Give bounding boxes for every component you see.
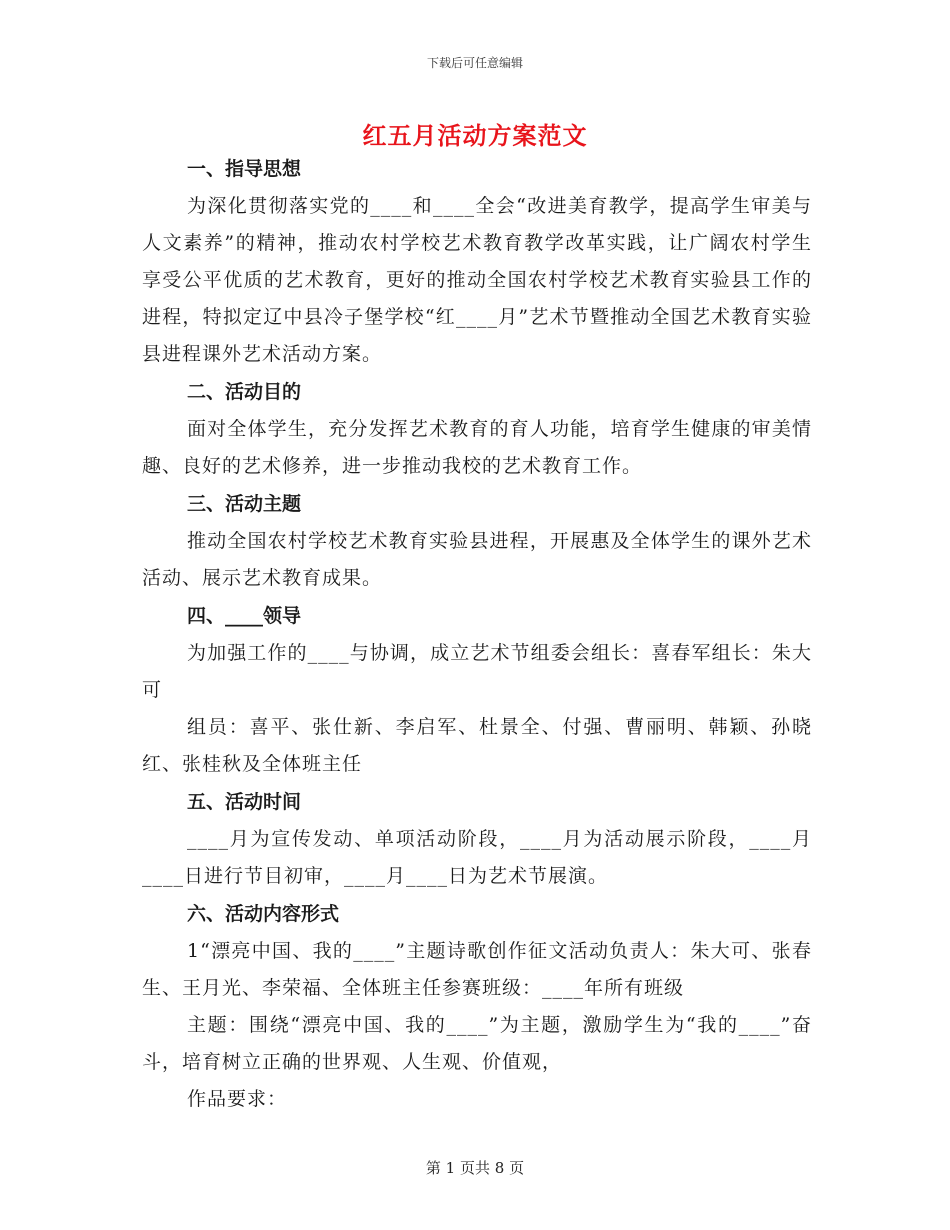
paragraph-activity-theme: 推动全国农村学校艺术教育实验县进程，开展惠及全体学生的课外艺术活动、展示艺术教育成果。 — [142, 530, 812, 589]
section-heading-3: 三、活动主题 — [187, 493, 302, 515]
paragraph-work-requirements: 作品要求： — [187, 1088, 288, 1110]
page-header-note: 下载后可任意编辑 — [426, 56, 523, 70]
paragraph-guiding-thought: 为深化贯彻落实党的____和____全会“改进美育教学，提高学生审美与人文素养”的精神，推动农村学校艺术教育教学改革实践，让广阔农村学生享受公平优质的艺术教育，更好的推动全国农村学校艺术教育实验县工作的进程，特拟定辽中县冷子堡学校“红____月”艺术节暨推动全国艺术教育实验县进程课外艺术活动方案。 — [142, 195, 812, 365]
section-heading-6: 六、活动内容形式 — [187, 903, 340, 925]
paragraph-theme-detail: 主题：围绕“漂亮中国、我的____”为主题，激励学生为“我的____”奋斗，培育树立正确的世界观、人生观、价值观， — [142, 1014, 812, 1073]
paragraph-poetry-contest: 1“漂亮中国、我的____”主题诗歌创作征文活动负责人：朱大可、张春生、王月光、李荣福、全体班主任参赛班级：____年所有班级 — [142, 940, 812, 999]
section-heading-4: 四、____领导 — [187, 605, 302, 627]
paragraph-activity-time: ____月为宣传发动、单项活动阶段，____月为活动展示阶段，____月____日进行节目初审，____月____日为艺术节展演。 — [142, 828, 812, 887]
document-body — [142, 150, 812, 1118]
paragraph-activity-purpose: 面对全体学生，充分发挥艺术教育的育人功能，培育学生健康的审美情趣、良好的艺术修养，进一步推动我校的艺术教育工作。 — [142, 418, 812, 477]
page-footer: 第 1 页共 8 页 — [425, 1159, 525, 1177]
section-heading-5: 五、活动时间 — [187, 791, 302, 813]
document-title: 红五月活动方案范文 — [362, 121, 588, 150]
section-heading-2: 二、活动目的 — [187, 381, 302, 403]
paragraph-leadership: 为加强工作的____与协调，成立艺术节组委会组长：喜春军组长：朱大可 — [142, 642, 812, 701]
paragraph-members: 组员：喜平、张仕新、李启军、杜景全、付强、曹丽明、韩颖、孙晓红、张桂秋及全体班主任 — [142, 716, 812, 775]
section-heading-1: 一、指导思想 — [187, 158, 302, 180]
